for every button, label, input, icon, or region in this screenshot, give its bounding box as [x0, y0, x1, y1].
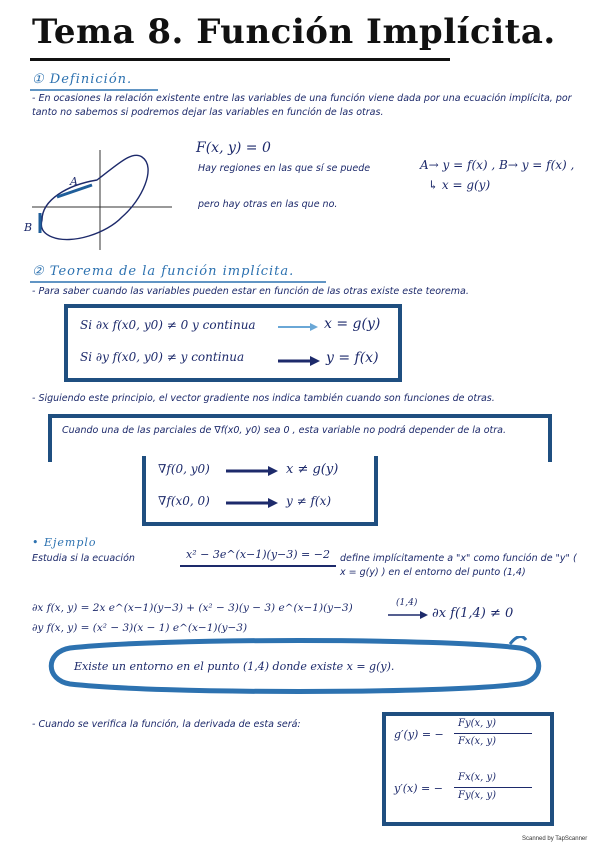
gradient-line1: ∇f(0, y0) — [158, 462, 210, 476]
theorem-result1: x = g(y) — [324, 316, 381, 332]
teorema-follow: - Siguiendo este principio, el vector gradiente nos indica también cuando son funciones de otras. — [32, 393, 495, 404]
arrow-icon — [226, 466, 278, 476]
arrow-icon — [278, 356, 320, 366]
gradient-result1: x ≠ g(y) — [286, 462, 339, 477]
derivative-f1-den: Fx(x, y) — [458, 736, 497, 747]
theorem-line2: Si ∂y f(x0, y0) ≠ y continua — [80, 350, 245, 364]
definicion-line1-math2: ↳ x = g(y) — [428, 178, 491, 192]
heading-underline — [30, 280, 330, 284]
footer-scanner-label: Scanned by TapScanner — [522, 836, 588, 842]
derivative-f1-lhs: g′(y) = − — [394, 728, 444, 741]
definicion-line1: Hay regiones en las que sí se puede — [198, 163, 371, 174]
title-underline — [30, 58, 450, 61]
implicit-equation: F(x, y) = 0 — [196, 140, 271, 156]
ejemplo-equation: x² − 3e^(x−1)(y−3) = −2 — [186, 548, 330, 561]
ejemplo-deriv-result: ∂x f(1,4) ≠ 0 — [432, 606, 514, 621]
ejemplo-deriv2: ∂y f(x, y) = (x² − 3)(x − 1) e^(x−1)(y−3) — [32, 622, 248, 634]
theorem-result2: y = f(x) — [326, 350, 379, 366]
fraction-bar — [454, 787, 532, 788]
ejemplo-text1: Estudia si la ecuación — [32, 553, 135, 564]
derivative-f2-num: Fx(x, y) — [458, 772, 497, 783]
derivative-f1-num: Fy(x, y) — [458, 718, 497, 729]
fraction-bar — [454, 733, 532, 734]
derivative-box — [382, 712, 554, 826]
definicion-line2: pero hay otras en las que no. — [198, 199, 338, 210]
definicion-line1-math: A→ y = f(x) , B→ y = f(x) , — [420, 158, 575, 172]
teorema-intro: - Para saber cuando las variables pueden estar en función de las otras existe este teorema. — [32, 286, 469, 297]
definicion-text: - En ocasiones la relación existente entre las variables de una función viene dada por una ecuación implícita, por tanto no sabemos si podremos dejar las variables en función de las otras. — [32, 93, 572, 118]
gradient-result2: y ≠ f(x) — [286, 494, 332, 508]
gradient-box — [48, 414, 552, 462]
arrow-icon — [388, 610, 428, 620]
arrow-icon — [278, 322, 318, 332]
derivative-f2-lhs: y′(x) = − — [394, 782, 443, 795]
graph-label-a: A — [70, 175, 78, 188]
graph-label-b: B — [24, 221, 33, 234]
derivative-f2-den: Fy(x, y) — [458, 790, 497, 801]
section-heading-definicion: ① Definición. — [32, 72, 133, 87]
page-title: Tema 8. Función Implícita. — [32, 12, 556, 52]
gradient-box-lower — [142, 456, 378, 526]
ejemplo-point: (1,4) — [396, 598, 418, 608]
section-heading-teorema: ② Teorema de la función implícita. — [32, 264, 295, 279]
gradient-line2: ∇f(x0, 0) — [158, 494, 210, 508]
gradient-text: Cuando una de las parciales de ∇f(x0, y0) sea 0 , esta variable no podrá depender de la otra. — [62, 425, 507, 436]
section-heading-ejemplo: • Ejemplo — [32, 536, 97, 549]
implicit-curve-graph — [22, 145, 182, 255]
ejemplo-deriv1: ∂x f(x, y) = 2x e^(x−1)(y−3) + (x² − 3)(y − 3) e^(x−1)(y−3) — [32, 602, 353, 614]
arrow-icon — [226, 498, 278, 508]
derivada-text: - Cuando se verifica la función, la derivada de esta será: — [32, 719, 301, 730]
ejemplo-conclusion: Existe un entorno en el punto (1,4) donde existe x = g(y). — [74, 660, 395, 673]
theorem-box — [64, 304, 402, 382]
equation-underline — [180, 564, 340, 568]
theorem-line1: Si ∂x f(x0, y0) ≠ 0 y continua — [80, 318, 256, 332]
ejemplo-text2a: define implícitamente a "x" como función de "y" ( x = g(y) ) en el entorno del punto (1,4) — [340, 553, 577, 578]
